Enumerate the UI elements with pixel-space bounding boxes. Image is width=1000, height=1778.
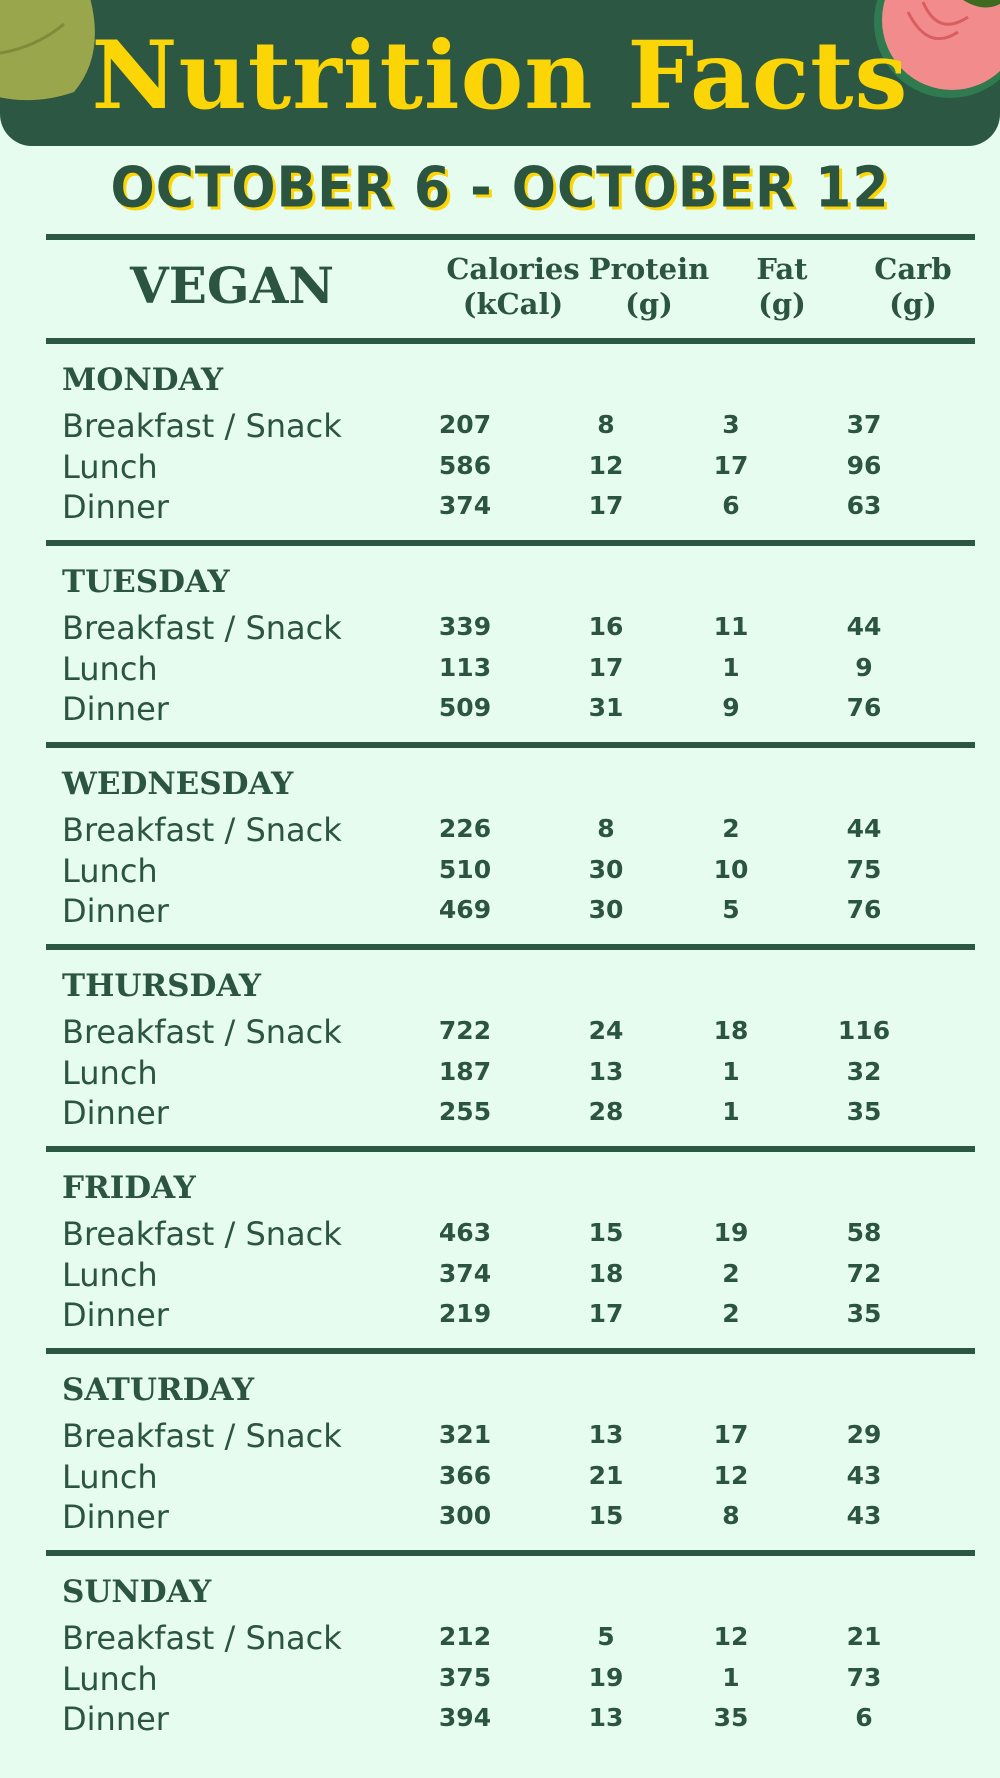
table-row	[46, 447, 975, 487]
calories-value: 207	[438, 410, 492, 439]
meal-label: Breakfast / Snack	[62, 1215, 342, 1253]
calories-value: 374	[438, 491, 492, 520]
meal-label: Dinner	[62, 1498, 169, 1536]
day-name: FRIDAY	[62, 1170, 196, 1206]
table-row	[46, 689, 975, 729]
day-block-saturday	[46, 1354, 975, 1536]
protein-value: 28	[588, 1097, 624, 1126]
carb-value: 96	[846, 450, 882, 480]
meal-label: Dinner	[62, 1700, 169, 1738]
protein-value: 18	[588, 1258, 624, 1288]
day-block-wednesday	[46, 748, 975, 930]
column-header-fat: Fat (g)	[756, 252, 808, 321]
calories-value: 187	[438, 1056, 492, 1086]
protein-value: 13	[588, 1703, 624, 1732]
fat-value: 35	[713, 1703, 749, 1732]
meal-label: Breakfast / Snack	[62, 1417, 342, 1455]
meal-label: Breakfast / Snack	[62, 1619, 342, 1657]
protein-value: 16	[588, 612, 624, 641]
calories-value: 321	[438, 1420, 492, 1449]
calories-value: 226	[438, 814, 492, 843]
calories-value: 722	[438, 1016, 492, 1045]
protein-value: 30	[588, 854, 624, 884]
table-row	[46, 1012, 975, 1052]
protein-value: 13	[588, 1420, 624, 1449]
protein-value: 19	[588, 1662, 624, 1692]
fat-value: 2	[722, 1258, 740, 1288]
carb-value: 35	[846, 1299, 882, 1328]
carb-value: 63	[846, 491, 882, 520]
calories-value: 375	[438, 1662, 492, 1692]
protein-value: 5	[597, 1622, 615, 1651]
protein-value: 13	[588, 1056, 624, 1086]
day-name: MONDAY	[62, 362, 224, 398]
carb-value: 43	[846, 1460, 882, 1490]
table-row	[46, 608, 975, 648]
column-header-calories: Calories (kCal)	[446, 252, 580, 321]
carb-value: 72	[846, 1258, 882, 1288]
carb-value: 58	[846, 1218, 882, 1247]
protein-value: 15	[588, 1501, 624, 1530]
fat-value: 10	[713, 854, 749, 884]
carb-value: 116	[837, 1016, 891, 1045]
meal-label: Lunch	[62, 1457, 158, 1496]
carb-value: 29	[846, 1420, 882, 1449]
table-row	[46, 1214, 975, 1254]
top-rule	[46, 234, 975, 240]
meal-label: Dinner	[62, 1094, 169, 1132]
table-row	[46, 1295, 975, 1335]
fat-value: 5	[722, 895, 740, 924]
protein-value: 17	[588, 491, 624, 520]
calories-value: 339	[438, 612, 492, 641]
calories-value: 113	[438, 652, 492, 682]
table-row	[46, 1618, 975, 1658]
diet-label: VEGAN	[130, 256, 335, 315]
fat-value: 12	[713, 1622, 749, 1651]
table-row	[46, 810, 975, 850]
fat-value: 11	[713, 612, 749, 641]
table-row	[46, 649, 975, 689]
calories-value: 586	[438, 450, 492, 480]
meal-label: Breakfast / Snack	[62, 609, 342, 647]
fat-value: 17	[713, 450, 749, 480]
meal-label: Dinner	[62, 488, 169, 526]
protein-value: 8	[597, 410, 615, 439]
carb-value: 6	[855, 1703, 873, 1732]
calories-value: 366	[438, 1460, 492, 1490]
fat-value: 18	[713, 1016, 749, 1045]
meal-label: Breakfast / Snack	[62, 811, 342, 849]
meal-label: Breakfast / Snack	[62, 1013, 342, 1051]
date-range: OCTOBER 6 - OCTOBER 12	[110, 155, 890, 221]
day-block-thursday	[46, 950, 975, 1132]
calories-value: 510	[438, 854, 492, 884]
carb-value: 32	[846, 1056, 882, 1086]
protein-value: 12	[588, 450, 624, 480]
table-row	[46, 406, 975, 446]
fat-value: 1	[722, 652, 740, 682]
calories-value: 255	[438, 1097, 492, 1126]
calories-value: 212	[438, 1622, 492, 1651]
table-row	[46, 1699, 975, 1739]
day-block-monday	[46, 344, 975, 526]
meal-label: Lunch	[62, 1255, 158, 1294]
carb-value: 35	[846, 1097, 882, 1126]
protein-value: 8	[597, 814, 615, 843]
day-name: SUNDAY	[62, 1574, 212, 1610]
protein-value: 30	[588, 895, 624, 924]
table-row	[46, 487, 975, 527]
meal-label: Lunch	[62, 649, 158, 688]
table-row	[46, 1416, 975, 1456]
fat-value: 3	[722, 410, 740, 439]
carb-value: 37	[846, 410, 882, 439]
protein-value: 31	[588, 693, 624, 722]
meal-label: Lunch	[62, 851, 158, 890]
day-block-sunday	[46, 1556, 975, 1738]
title-banner	[0, 0, 1000, 146]
day-name: WEDNESDAY	[62, 766, 294, 802]
day-name: SATURDAY	[62, 1372, 255, 1408]
fat-value: 8	[722, 1501, 740, 1530]
carb-value: 21	[846, 1622, 882, 1651]
carb-value: 44	[846, 814, 882, 843]
table-row	[46, 1053, 975, 1093]
carb-value: 73	[846, 1662, 882, 1692]
page-title: Nutrition Facts	[91, 21, 909, 131]
fat-value: 19	[713, 1218, 749, 1247]
meal-label: Lunch	[62, 1053, 158, 1092]
table-row	[46, 1255, 975, 1295]
calories-value: 463	[438, 1218, 492, 1247]
calories-value: 509	[438, 693, 492, 722]
calories-value: 374	[438, 1258, 492, 1288]
table-row	[46, 1457, 975, 1497]
calories-value: 219	[438, 1299, 492, 1328]
carb-value: 76	[846, 895, 882, 924]
carb-value: 43	[846, 1501, 882, 1530]
fat-value: 2	[722, 814, 740, 843]
meal-label: Lunch	[62, 447, 158, 486]
table-row	[46, 851, 975, 891]
meal-label: Lunch	[62, 1659, 158, 1698]
column-header-protein: Protein (g)	[588, 252, 710, 321]
protein-value: 17	[588, 652, 624, 682]
meal-label: Dinner	[62, 690, 169, 728]
carb-value: 75	[846, 854, 882, 884]
fat-value: 1	[722, 1097, 740, 1126]
meal-label: Dinner	[62, 1296, 169, 1334]
protein-value: 21	[588, 1460, 624, 1490]
carb-value: 9	[855, 652, 873, 682]
table-header	[46, 244, 975, 340]
meal-label: Breakfast / Snack	[62, 407, 342, 445]
calories-value: 469	[438, 895, 492, 924]
day-name: TUESDAY	[62, 564, 230, 600]
protein-value: 15	[588, 1218, 624, 1247]
calories-value: 394	[438, 1703, 492, 1732]
fat-value: 12	[713, 1460, 749, 1490]
day-block-friday	[46, 1152, 975, 1334]
fat-value: 6	[722, 491, 740, 520]
table-row	[46, 1497, 975, 1537]
column-header-carb: Carb (g)	[874, 252, 952, 321]
day-name: THURSDAY	[62, 968, 262, 1004]
calories-value: 300	[438, 1501, 492, 1530]
fat-value: 17	[713, 1420, 749, 1449]
protein-value: 17	[588, 1299, 624, 1328]
table-row	[46, 1659, 975, 1699]
meal-label: Dinner	[62, 892, 169, 930]
table-row	[46, 891, 975, 931]
fat-value: 1	[722, 1056, 740, 1086]
fat-value: 9	[722, 693, 740, 722]
carb-value: 44	[846, 612, 882, 641]
day-block-tuesday	[46, 546, 975, 728]
fat-value: 1	[722, 1662, 740, 1692]
carb-value: 76	[846, 693, 882, 722]
fat-value: 2	[722, 1299, 740, 1328]
protein-value: 24	[588, 1016, 624, 1045]
table-row	[46, 1093, 975, 1133]
